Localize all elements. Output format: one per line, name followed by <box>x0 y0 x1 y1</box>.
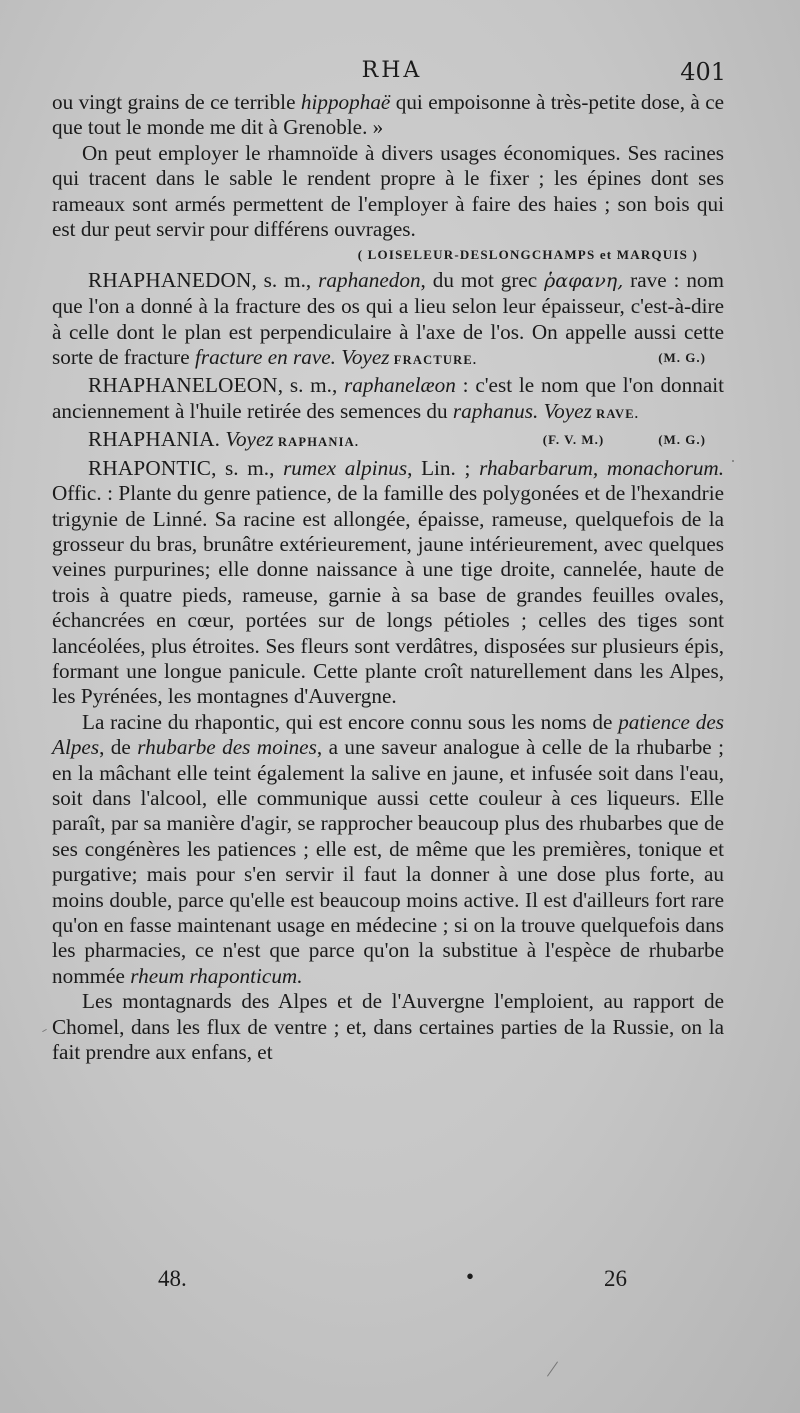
footer-dot: • <box>466 1264 475 1289</box>
page-number: 401 <box>680 58 726 86</box>
paragraph-rhapontic-properties <box>52 710 724 989</box>
cross-reference: FRACTURE. <box>389 353 478 368</box>
text-run: , s. m., <box>251 267 319 292</box>
text-run: rave : nom que l'on a donné à la fracture des os qui a lieu selon leur épaisseur, c'est-à-dire à celle dont le plan est perpendiculaire à l'axe de l'os. On appelle aussi cette sorte de fracture <box>52 267 724 370</box>
italic-term: fracture en rave. Voyez <box>194 345 390 370</box>
author-signature: (M. G.) <box>658 432 706 448</box>
text-run: , s. m., <box>277 373 345 398</box>
text-run: , a une saveur analogue à celle de la rhubarbe ; en la mâchant elle teint également la salive en jaune, et infusée soit dans l'eau, soit dans l'alcool, elle communique aussi cette couleur à ces liqueurs. Elle paraît, par sa manière d'agir, se rapprocher beaucoup plus des rhubarbes que de ses congénères les patiences ; elle est, de même que les premières, tonique et purgative; mais pour s'en servir il faut la donner à une dose plus forte, au moins double, parce qu'elle est beaucoup moins active. Il est d'ailleurs fort rare qu'on en fasse maintenant usage en médecine ; si on la trouve quelquefois dans les pharmacies, ce n'est que parce qu'on la substitue à l'espèce de rhubarbe nommée <box>52 735 725 988</box>
headword: RHAPONTIC <box>88 455 212 480</box>
text-run: , de <box>99 735 138 760</box>
paragraph-uses: On peut employer le rhamnoïde à divers usages économiques. Ses racines qui tracent dans le sable le rendent propre à le fixer ; les épines dont ses rameaux sont armés permettent de l'employer à faire des haies ; son bois qui est dur peut servir pour différens ouvrages. <box>52 140 724 242</box>
text-run: qui empoisonne à très-petite dose, à ce que tout le monde me dit à Grenoble. » <box>52 90 725 140</box>
latin-term: rumex alpinus <box>283 455 408 480</box>
text-run: ou vingt grains de ce terrible <box>52 90 301 114</box>
page-header <box>52 58 732 90</box>
paragraph-continuation <box>52 90 724 141</box>
cross-reference: RAVE. <box>591 406 640 421</box>
italic-term: patience des Alpes <box>52 709 724 760</box>
entry-rhapontic <box>52 456 724 710</box>
page-body <box>52 90 724 1065</box>
headword: RHAPHANEDON <box>88 267 252 292</box>
latin-term: raphanelæon <box>344 373 456 398</box>
italic-term: rhubarbe des moines <box>137 735 317 760</box>
italic-term: raphanus. Voyez <box>452 398 592 423</box>
author-attribution: ( LOISELEUR-DESLONGCHAMPS et MARQUIS ) <box>357 247 698 263</box>
speck <box>42 1029 47 1032</box>
italic-term: hippophaë <box>300 90 391 114</box>
text-run: , Lin. ; <box>407 455 480 480</box>
text-run: La racine du rhapontic, qui est encore connu sous les noms de <box>82 709 619 734</box>
greek-term: ῥαφανη, <box>544 269 624 292</box>
latin-term: rhabarbarum, monachorum. <box>479 455 725 480</box>
author-signature: (M. G.) <box>658 350 706 366</box>
paragraph-rhapontic-uses: Les montagnards des Alpes et de l'Auvergne l'emploient, au rapport de Chomel, dans les flux de ventre ; et, dans certaines parties de la Russie, on la fait prendre aux enfans, et <box>52 989 724 1065</box>
latin-term: raphanedon <box>318 267 421 292</box>
text-run: , s. m., <box>211 455 284 480</box>
text-run: Offic. : Plante du genre patience, de la famille des polygonées et de l'hexandrie trigynie de Linné. Sa racine est allongée, épaisse, rameuse, quelquefois de la grosseur du bras, brunâtre extérieurement, jaune intérieurement, avec quelques veines purpurines; elle donne naissance à une tige droite, cannelée, haute de trois à quatre pieds, rameuse, garnie à sa base de grandes feuilles ovales, échancrées en cœur, portées sur de longs pétioles ; celles des tiges sont lancéolées, plus étroites. Ses fleurs sont verdâtres, disposées sur plusieurs épis, formant une longue panicule. Cette plante croît naturellement dans les Alpes, les Pyrénées, les montagnes d'Auvergne. <box>52 481 724 709</box>
entry-raphanedon <box>52 268 724 374</box>
italic-term: Voyez <box>220 427 274 452</box>
headword: RHAPHANELOEON <box>88 373 278 398</box>
italic-term: rheum rhaponticum. <box>130 963 303 988</box>
signature-number: 26 <box>604 1266 627 1291</box>
text-run: : c'est le nom que l'on donnait anciennement à l'huile retirée des semences du <box>52 373 724 423</box>
sheet-mark: 48. <box>158 1266 187 1291</box>
speck <box>732 460 734 462</box>
headword: RHAPHANIA. <box>88 427 221 452</box>
page-footer <box>52 1266 724 1296</box>
speck <box>547 1361 558 1376</box>
cross-reference: RAPHANIA. <box>273 435 360 450</box>
text-run: , du mot grec <box>420 267 545 292</box>
running-title: RHA <box>361 58 423 83</box>
author-signature: (F. V. M.) <box>542 432 605 448</box>
